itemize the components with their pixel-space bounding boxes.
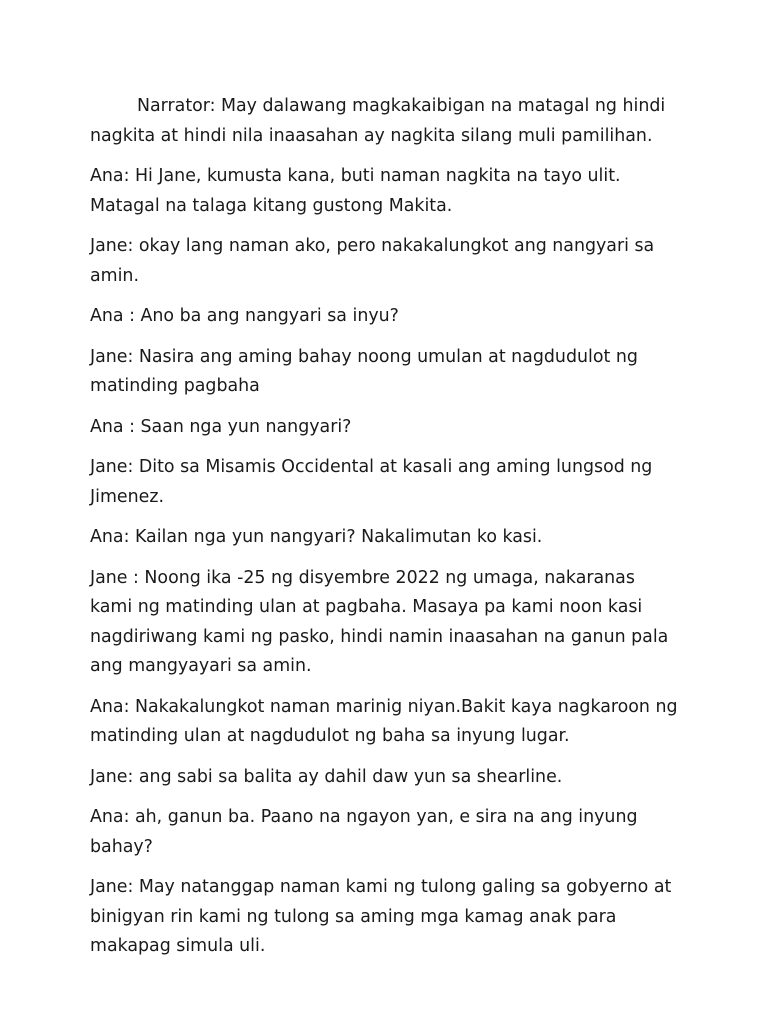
dialogue-line-ana-2: Ana : Ano ba ang nangyari sa inyu? [90, 306, 399, 326]
dialogue-line-jane-6: Jane: May natanggap naman kami ng tulong galing sa gobyerno at binigyan rin kami ng tulong sa aming mga kamag anak para makapag simula uli. [90, 877, 672, 956]
dialogue-line-ana-3: Ana : Saan nga yun nangyari? [90, 416, 352, 437]
dialogue-line-ana-1: Ana: Hi Jane, kumusta kana, buti naman nagkita na tayo ulit. Matagal na talaga kitang gustong Makita. [90, 166, 621, 216]
narrator-paragraph: Narrator: May dalawang magkakaibigan na matagal ng hindi nagkita at hindi nila inaasahan ay nagkita silang muli pamilihan. [90, 96, 666, 146]
dialogue-line-jane-3: Jane: Dito sa Misamis Occidental at kasali ang aming lungsod ng Jimenez. [90, 457, 653, 507]
dialogue-line-ana-6: Ana: ah, ganun ba. Paano na ngayon yan, e sira na ang inyung bahay? [90, 807, 638, 857]
dialogue-line-jane-5: Jane: ang sabi sa balita ay dahil daw yun sa shearline. [90, 766, 563, 787]
dialogue-line-jane-2: Jane: Nasira ang aming bahay noong umulan at nagdudulot ng matinding pagbaha [90, 346, 638, 396]
dialogue-line-jane-4: Jane : Noong ika -25 ng disyembre 2022 ng umaga, nakaranas kami ng matinding ulan at pagbaha. Masaya pa kami noon kasi nagdiriwang kami ng pasko, hindi namin inaasahan na ganun pala ang mangyayari sa amin. [90, 567, 669, 676]
dialogue-line-ana-5: Ana: Nakakalungkot naman marinig niyan.Bakit kaya nagkaroon ng matinding ulan at nagdudulot ng baha sa inyung lugar. [90, 696, 678, 746]
dialogue-line-jane-1: Jane: okay lang naman ako, pero nakakalungkot ang nangyari sa amin. [90, 236, 655, 286]
dialogue-line-ana-4: Ana: Kailan nga yun nangyari? Nakalimutan ko kasi. [90, 527, 543, 547]
